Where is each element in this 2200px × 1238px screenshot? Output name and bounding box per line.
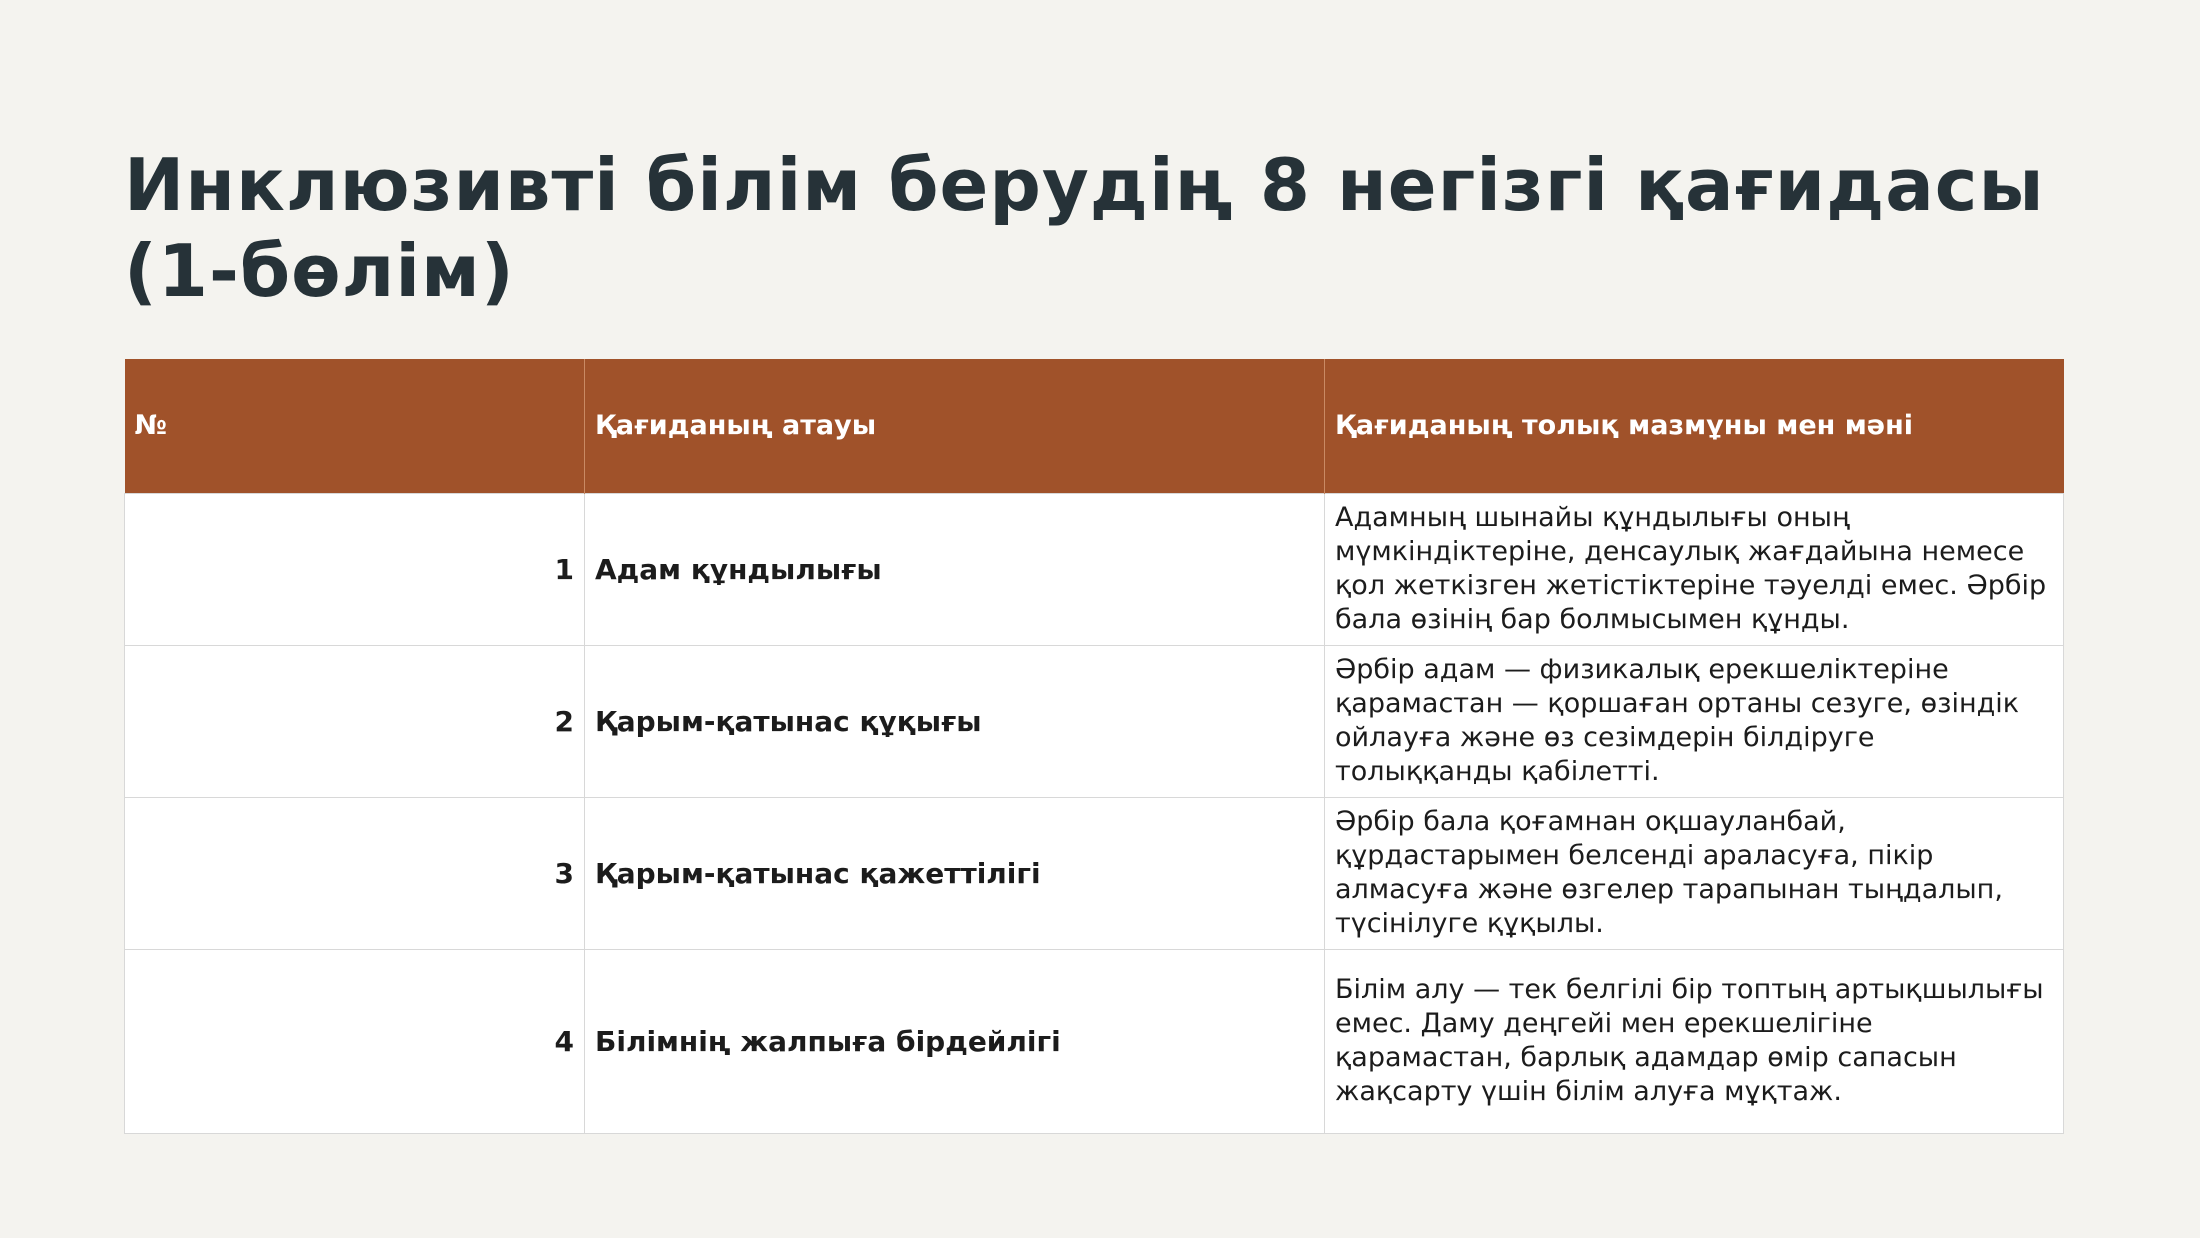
principles-table (124, 359, 2064, 1134)
row-number: 3 (125, 797, 585, 949)
principle-name: Қарым-қатынас қажеттілігі (585, 797, 1325, 949)
table-row (125, 493, 2064, 645)
slide-title: Инклюзивті білім берудің 8 негізгі қағидасы (1-бөлім) (124, 143, 2045, 313)
row-number: 1 (125, 493, 585, 645)
header-principle-name: Қағиданың атауы (585, 359, 1325, 493)
row-number: 2 (125, 645, 585, 797)
principle-description: Білім алу — тек белгілі бір топтың артықшылығы емес. Даму деңгейі мен ерекшелігіне қарамастан, барлық адамдар өмір сапасын жақсарту үшін білім алуға мұқтаж. (1325, 949, 2064, 1133)
principle-name: Адам құндылығы (585, 493, 1325, 645)
header-number: № (125, 359, 585, 493)
principle-description: Адамның шынайы құндылығы оның мүмкіндіктеріне, денсаулық жағдайына немесе қол жеткізген жетістіктеріне тәуелді емес. Әрбір бала өзінің бар болмысымен құнды. (1325, 493, 2064, 645)
row-number: 4 (125, 949, 585, 1133)
principle-description: Әрбір адам — физикалық ерекшеліктеріне қарамастан — қоршаған ортаны сезуге, өзіндік ойлауға және өз сезімдерін білдіруге толыққанды қабілетті. (1325, 645, 2064, 797)
header-principle-description: Қағиданың толық мазмұны мен мәні (1325, 359, 2064, 493)
table-row (125, 645, 2064, 797)
principle-name: Қарым-қатынас құқығы (585, 645, 1325, 797)
table-row (125, 949, 2064, 1133)
principle-description: Әрбір бала қоғамнан оқшауланбай, құрдастарымен белсенді араласуға, пікір алмасуға және өзгелер тарапынан тыңдалып, түсінілуге құқылы. (1325, 797, 2064, 949)
table-row (125, 797, 2064, 949)
principle-name: Білімнің жалпыға бірдейлігі (585, 949, 1325, 1133)
table-header-row (125, 359, 2064, 493)
